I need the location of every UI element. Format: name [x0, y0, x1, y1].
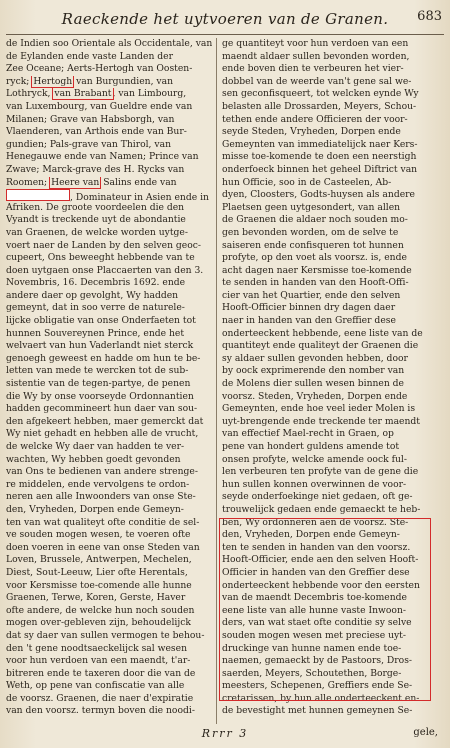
text-run: Afriken. De groote voordeelen die den — [6, 201, 185, 213]
text-line — [222, 151, 428, 164]
text-run: sy aldaer sullen gevonden hebben, door — [222, 352, 408, 364]
text-line — [222, 252, 428, 265]
text-line — [222, 479, 428, 492]
text-run: voorsz. Steden, Vryheden, Dorpen ende — [222, 390, 408, 402]
text-line — [222, 227, 428, 240]
text-run: naer in handen van den Greffier dese — [222, 315, 396, 327]
text-run: die Wy by onse voorseyde Ordonnantien — [6, 390, 194, 402]
text-run: belasten alle Drossarden, Meyers, Schou- — [222, 100, 417, 112]
text-line — [6, 542, 212, 555]
text-run: onsen profyte, welcke amende oock ful- — [222, 453, 407, 465]
text-line — [6, 504, 212, 517]
text-run: wachten, Wy hebben goedt gevonden — [6, 453, 181, 465]
text-line — [222, 428, 428, 441]
text-run: onderteeckent hebbende voor den eersten — [222, 579, 420, 591]
text-run: de Molens dier sullen wesen binnen de — [222, 378, 404, 390]
text-line — [222, 592, 428, 605]
right-text-column — [222, 38, 428, 718]
text-run: cier van het Quartier, ende den selven — [222, 289, 401, 301]
text-line — [222, 554, 428, 567]
text-run: letten van mede te wercken tot de sub- — [6, 365, 189, 377]
text-line — [6, 705, 212, 718]
text-run: de Indien soo Orientale als Occidentale, van — [6, 38, 212, 49]
text-line — [222, 365, 428, 378]
text-line — [222, 630, 428, 643]
text-run: souden mogen wesen met preciese uyt- — [222, 629, 406, 641]
text-line — [222, 51, 428, 64]
text-line — [6, 151, 212, 164]
text-line — [6, 265, 212, 278]
text-run: doen voeren in eene van onse Steden van — [6, 541, 200, 553]
text-line — [222, 101, 428, 114]
text-run: de Eylanden ende vaste Landen der — [6, 50, 174, 62]
text-run: mogen over-gebleven zijn, behoudelijck — [6, 617, 191, 629]
text-run: van Graenen, de welcke worden uytge- — [6, 226, 188, 238]
text-line — [6, 491, 212, 504]
text-line — [222, 315, 428, 328]
text-line — [6, 680, 212, 693]
text-run: maendt aldaer sullen bevonden worden, — [222, 50, 410, 62]
text-run: van Burgundien, van — [73, 75, 173, 87]
text-run: den, Vryheden, Dorpen ende Gemeyn- — [6, 503, 184, 515]
text-line — [222, 529, 428, 542]
text-run: , van Limbourg, — [112, 88, 187, 100]
text-run: den, Vryheden, Dorpen ende Gemeyn- — [222, 529, 400, 541]
text-run: seyde onderfoekinge niet gedaen, oft ge- — [222, 491, 413, 503]
text-line — [222, 504, 428, 517]
text-run: saerden, Meyers, Schoutethen, Borge- — [222, 667, 402, 679]
text-run: tethen ende andere Officieren der voor- — [222, 113, 408, 125]
text-line — [6, 466, 212, 479]
text-run: ryck; — [6, 75, 33, 87]
text-line — [222, 265, 428, 278]
text-run: voor hun verdoen van een maendt, t'ar- — [6, 655, 191, 667]
text-run: cretarissen, by hun alle onderteeckent en- — [222, 692, 420, 704]
text-run: meesters, Schepenen, Greffiers ende Se- — [222, 680, 413, 692]
text-line — [6, 328, 212, 341]
text-line — [6, 643, 212, 656]
text-run: gen bevonden worden, om de selve te — [222, 226, 399, 238]
text-line — [6, 101, 212, 114]
text-line — [222, 655, 428, 668]
text-run: dyen, Cloosters, Godts-huysen als andere — [222, 189, 415, 201]
text-run: ve souden mogen wesen, te voeren ofte — [6, 529, 191, 541]
text-line — [222, 328, 428, 341]
text-line — [6, 668, 212, 681]
text-run: dobbel van de weerde van't gene sal we- — [222, 75, 412, 87]
text-run: onderteeckent hebbende, eene liste van de — [222, 327, 423, 339]
text-run: van Luxembourg, van Gueldre ende van — [6, 100, 193, 112]
text-line — [6, 126, 212, 139]
text-line — [6, 365, 212, 378]
text-line — [222, 491, 428, 504]
text-line — [222, 580, 428, 593]
text-line — [6, 617, 212, 630]
text-run: by oock exprimerende den nomber van — [222, 365, 405, 377]
signature-mark: Rrrr 3 — [201, 727, 249, 740]
text-run: voert naer de Landen by den selven geoc- — [6, 239, 202, 251]
highlighted-word: Heere van — [51, 176, 100, 188]
text-run: dat sy daer van sullen vermogen te behou- — [6, 629, 205, 641]
text-line — [222, 403, 428, 416]
text-run: de welcke Wy daer van hadden te ver- — [6, 441, 185, 452]
text-run: Gemeynten, ende hoe veel ieder Molen is — [222, 403, 416, 415]
text-run: naemen, gemaeckt by de Pastoors, Dros- — [222, 655, 413, 667]
text-line — [222, 542, 428, 555]
text-run: Zwave; Marck-grave des H. Rycks van — [6, 163, 185, 175]
text-line — [222, 617, 428, 630]
text-line — [222, 391, 428, 404]
text-line — [6, 76, 212, 89]
text-run: len verbeuren ten profyte van de gene die — [222, 466, 419, 478]
text-run: ten te senden in handen van den voorsz. — [222, 541, 411, 553]
text-line — [6, 454, 212, 467]
text-run: Milanen; Grave van Habsborgh, van — [6, 113, 175, 125]
text-line — [222, 454, 428, 467]
text-run: den afgekeert hebben, maer gemerckt dat — [6, 415, 204, 427]
text-run: ge quantiteyt voor hun verdoen van een — [222, 38, 409, 49]
text-line — [6, 391, 212, 404]
text-line — [222, 290, 428, 303]
text-line — [6, 340, 212, 353]
text-run: te senden in handen van den Hooft-Offi- — [222, 277, 409, 289]
text-line — [222, 567, 428, 580]
text-run: Officier in handen van den Greffier dese — [222, 566, 410, 578]
text-run: ben, Wy ordonneren aen de voorsz. Ste- — [222, 516, 409, 528]
text-line — [6, 51, 212, 64]
text-run: eene liste van alle hunne vaste Inwoon- — [222, 604, 406, 616]
text-line — [6, 529, 212, 542]
text-line — [222, 605, 428, 618]
text-line — [222, 88, 428, 101]
text-run: de bevestight met hunnen gemeynen Se- — [222, 705, 413, 717]
text-run: uyt-brengende ende treckende ter maendt — [222, 415, 420, 427]
text-line — [222, 353, 428, 366]
text-line — [222, 63, 428, 76]
text-line — [222, 139, 428, 152]
text-run: ofte andere, de welcke hun noch souden — [6, 604, 195, 616]
text-line — [6, 164, 212, 177]
text-run: de Graenen die aldaer noch souden mo- — [222, 214, 408, 226]
text-line — [222, 164, 428, 177]
text-line — [6, 441, 212, 454]
text-run: trouwelijck gedaen ende gemaeckt te heb- — [222, 503, 421, 515]
text-run: profyte, op den voet als voorsz. is, ende — [222, 252, 407, 264]
text-run: hun sullen konnen overwinnen de voor- — [222, 478, 407, 490]
text-run: Plaetsen geen uytgesondert, van allen — [222, 201, 401, 213]
text-run: Graenen, Terwe, Koren, Gerste, Haver — [6, 592, 186, 604]
text-run: Diest, Sout-Leeuw, Lier ofte Herentals, — [6, 566, 188, 578]
text-line — [6, 214, 212, 227]
text-run: Vlaenderen, van Arthois ende van Bur- — [6, 126, 187, 138]
column-divider — [216, 38, 217, 724]
text-line — [222, 240, 428, 253]
text-run: Wy niet gehadt en hebben alle de vrucht, — [6, 428, 199, 440]
text-run: hunnen Souvereynen Prince, ende het — [6, 327, 185, 339]
text-run: hadden gecommineert hun daer van sou- — [6, 403, 198, 415]
text-line — [222, 705, 428, 718]
text-run: Novembris, 16. Decembris 1692. ende — [6, 277, 186, 289]
text-run: Salins ende van — [100, 176, 177, 188]
highlighted-word: van Brabant — [54, 88, 112, 100]
text-line — [6, 403, 212, 416]
text-line — [6, 378, 212, 391]
text-line — [6, 580, 212, 593]
text-run: Hooft-Officier, ende aen den selven Hooft- — [222, 554, 419, 566]
text-line — [222, 189, 428, 202]
text-run: de voorsz. Graenen, die naer d'expiratie — [6, 692, 194, 704]
text-run: Lothryck, — [6, 88, 54, 100]
text-run: onderfoeck binnen het geheel Diftrict van — [222, 163, 418, 175]
text-run: voor Kersmisse toe-comende alle hunne — [6, 579, 192, 591]
text-run: den 't gene noodtsaeckelijck sal wesen — [6, 642, 188, 654]
text-run: quantiteyt ende qualiteyt der Graenen die — [222, 340, 419, 352]
text-line — [6, 63, 212, 76]
text-run: Loven, Brussele, Antwerpen, Mechelen, — [6, 554, 192, 566]
text-run: sen geconfisqueert, tot welcken eynde Wy — [222, 88, 419, 100]
text-line — [222, 214, 428, 227]
text-run: Weth, op pene van confiscatie van alle — [6, 680, 185, 692]
text-run: misse toe-komende te doen een neerstigh — [222, 151, 417, 163]
text-run: ders, van wat staet ofte conditie sy selve — [222, 617, 412, 629]
text-run: doen uytgaen onse Placcaerten van den 3. — [6, 264, 204, 276]
text-line — [222, 38, 428, 51]
text-line — [222, 114, 428, 127]
text-run: van effectief Mael-recht in Graen, op — [222, 428, 394, 440]
text-run: re middelen, ende vervolgens te ordon- — [6, 478, 190, 490]
text-run: Zee Oceane; Aerts-Hertogh van Oosten- — [6, 63, 193, 75]
text-line — [6, 315, 212, 328]
text-line — [6, 202, 212, 215]
highlighted-word: Hertogh — [33, 75, 73, 87]
text-run: acht dagen naer Kersmisse toe-komende — [222, 264, 412, 276]
text-line — [222, 76, 428, 89]
text-line — [6, 479, 212, 492]
text-line — [6, 189, 212, 202]
text-run: ende boven dien te verbeuren het vier- — [222, 63, 404, 75]
text-run: lijcke obligatie van onse Onderfaeten tot — [6, 315, 196, 327]
text-line — [6, 277, 212, 290]
text-line — [222, 177, 428, 190]
text-line — [6, 353, 212, 366]
text-line — [222, 680, 428, 693]
text-run: welvaert van hun Vaderlandt niet sterck — [6, 340, 194, 352]
text-line — [6, 592, 212, 605]
text-line — [222, 277, 428, 290]
text-run: neren aen alle Inwoonders van onse Ste- — [6, 491, 196, 503]
text-line — [6, 554, 212, 567]
page-number: 683 — [417, 9, 442, 24]
text-run: van Ons te bedienen van andere strenge- — [6, 466, 198, 478]
text-line — [222, 643, 428, 656]
text-line — [222, 668, 428, 681]
text-run: sistentie van de tegen-partye, de penen — [6, 378, 191, 390]
text-run: hun Officie, soo in de Casteelen, Ab- — [222, 176, 392, 188]
text-line — [6, 630, 212, 643]
text-line — [222, 340, 428, 353]
text-run: Henegauwe ende van Namen; Prince van — [6, 151, 199, 163]
text-line — [6, 139, 212, 152]
text-run: druckinge van hunne namen ende toe- — [222, 642, 402, 654]
text-line — [222, 378, 428, 391]
text-run: van den voorsz. termyn boven die noodi- — [6, 705, 195, 717]
catchword: gele, — [413, 727, 438, 738]
text-line — [6, 693, 212, 706]
text-line — [6, 302, 212, 315]
text-line — [222, 302, 428, 315]
text-line — [222, 126, 428, 139]
text-line — [6, 567, 212, 580]
text-line — [222, 441, 428, 454]
text-run: saiseren ende confisqueren tot hunnen — [222, 239, 404, 251]
text-line — [6, 227, 212, 240]
text-line — [6, 416, 212, 429]
text-line — [6, 517, 212, 530]
text-run: ten van wat qualiteyt ofte conditie de sel- — [6, 516, 200, 528]
text-line — [6, 605, 212, 618]
text-line — [6, 177, 212, 190]
text-line — [222, 693, 428, 706]
text-run: cupeert, Ons beweeght hebbende van te — [6, 252, 195, 264]
text-line — [6, 655, 212, 668]
text-line — [222, 466, 428, 479]
text-run: andere daer op gevolght, Wy hadden — [6, 289, 179, 301]
text-line — [222, 517, 428, 530]
text-line — [222, 416, 428, 429]
text-run: , Dominateur in Asien ende in — [70, 192, 209, 202]
text-run: genoegh geweest en hadde om hun te be- — [6, 352, 201, 364]
text-run: van de maendt Decembris toe-komende — [222, 592, 407, 604]
text-run: Hooft-Officier binnen dry dagen daer — [222, 302, 396, 314]
text-run: bitreren ende te taxeren door die van de — [6, 667, 196, 679]
text-line — [6, 290, 212, 303]
text-run: Vyandt is treckende uyt de abondantie — [6, 214, 186, 226]
running-title: Raeckende het uytvoeren van de Granen. — [61, 10, 389, 28]
text-run: seyde Steden, Vryheden, Dorpen ende — [222, 126, 401, 138]
text-line — [6, 88, 212, 101]
redaction-box — [6, 189, 70, 201]
text-line — [222, 202, 428, 215]
text-run: Gemeynten van immediatelijck naer Kers- — [222, 138, 418, 150]
text-run: pene van hondert guldens amende tot — [222, 441, 400, 452]
left-text-column — [6, 38, 212, 718]
text-line — [6, 428, 212, 441]
text-line — [6, 38, 212, 51]
text-line — [6, 252, 212, 265]
text-run: Roomen; — [6, 176, 51, 188]
text-run: gundien; Pals-grave van Thirol, van — [6, 138, 171, 150]
page-header — [6, 4, 444, 35]
text-line — [6, 114, 212, 127]
text-run: gemeynt, dat in soo verre de naturele- — [6, 302, 185, 314]
text-line — [6, 240, 212, 253]
